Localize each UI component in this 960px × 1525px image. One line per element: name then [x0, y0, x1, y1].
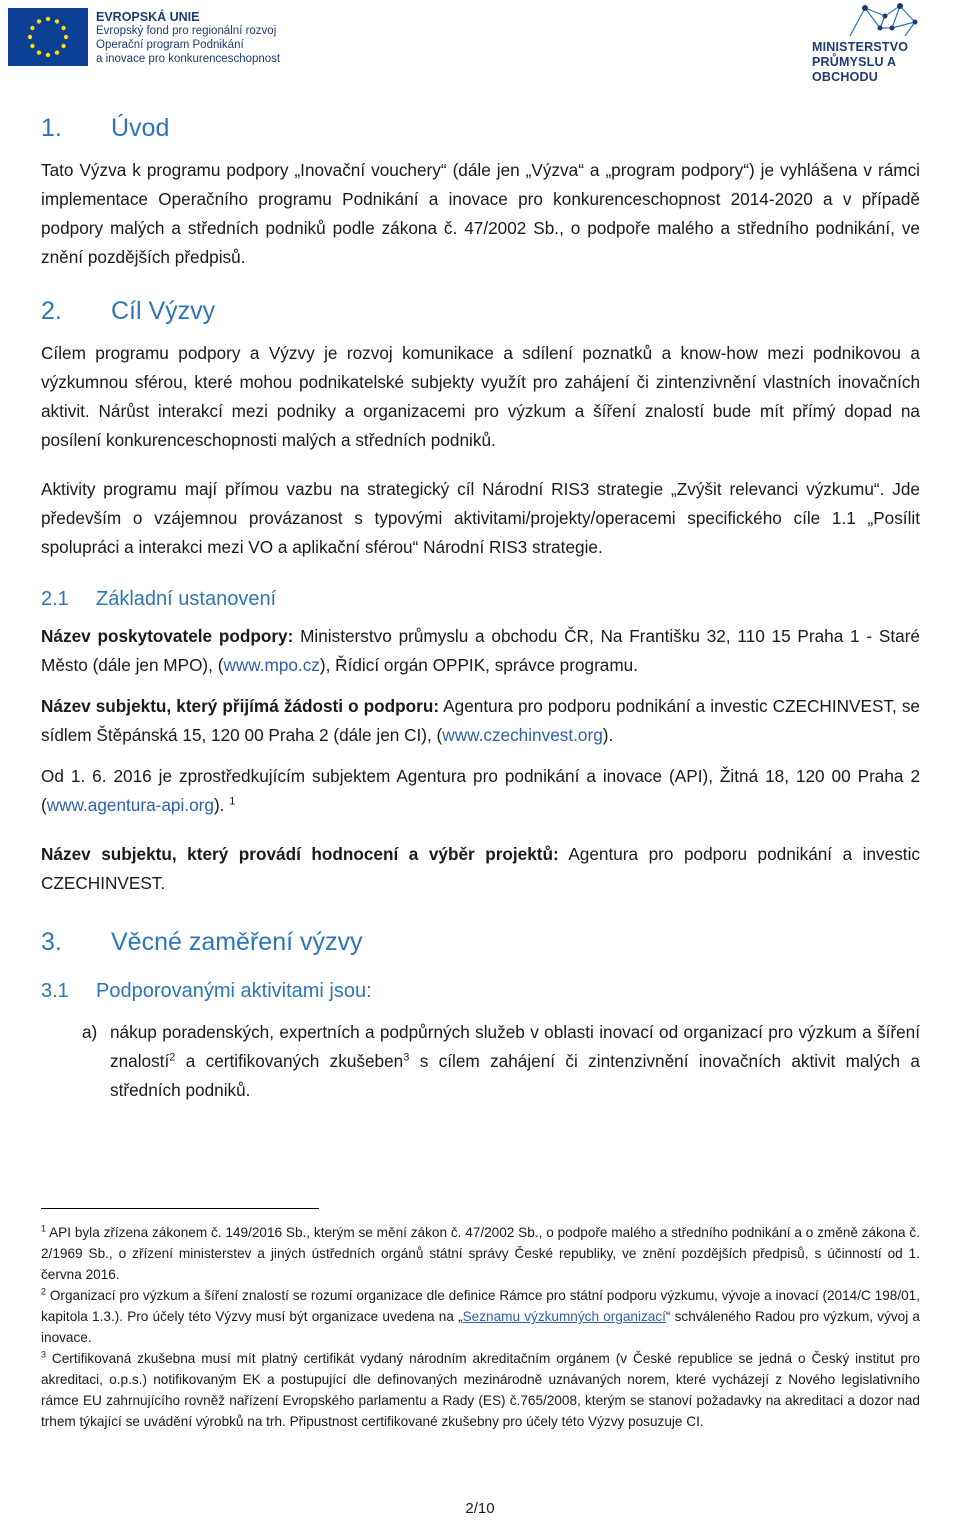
- footnote-3-text: Certifikovaná zkušebna musí mít platný certifikát vydaný národním akreditačním orgánem (v České republice se jedná o Český institut pro akreditaci, o.p.s.) notifikovaným EK a postupující dle definovaných mezinárodně uznávaných norem, které vycházejí z Nového legislativního rámce EU zahrnujícího rovněž nařízení Evropského parlamentu a Rady (ES) č.765/2008, kterým se stanoví požadavky na akreditaci a dozor nad trhem týkající se uvádění výrobků na trh. Připustnost certifikované zkušebny pro účely této Výzvy posuzuje CI.: [41, 1351, 920, 1429]
- section-3-heading: [41, 924, 920, 960]
- section-2-1-title: Základní ustanovení: [96, 588, 277, 610]
- section-2-1-heading: [41, 584, 920, 614]
- footnote-ref-1: 1: [229, 795, 236, 808]
- item-a-part-1: nákup poradenských, expertních a podpůrných služeb v oblasti inovací od organizací pro výzkum a šíření znalostí: [110, 1022, 920, 1071]
- evaluator-paragraph: [41, 840, 920, 898]
- eu-star-icon: [61, 44, 65, 48]
- footnote-ref-3: 3: [403, 1051, 410, 1064]
- page-number: 2/10: [465, 1500, 495, 1517]
- eu-star-icon: [30, 26, 34, 30]
- eu-star-icon: [64, 35, 68, 39]
- receiver-text: Agentura pro podporu podnikání a investic CZECHINVEST, se sídlem Štěpánská 15, 120 00 Praha 2 (dále jen CI), (: [41, 696, 920, 745]
- section-2-paragraph-1: Cílem programu podpory a Výzvy je rozvoj komunikace a sdílení poznatků a know-how mezi podnikovou a výzkumnou sférou, které mohou podnikatelské subjekty využít pro zahájení či zintenzivnění vlastních inovačních aktivit. Nárůst interakcí mezi podniky a organizacemi pro výzkum a šíření znalostí bude mít přímý dopad na posílení konkurenceschopnosti malých a středních podniků.: [41, 343, 920, 450]
- mpo-line-1: MINISTERSTVO: [812, 40, 909, 54]
- list-item: [82, 1018, 920, 1105]
- eu-line-3: Operační program Podnikání: [96, 39, 244, 51]
- evaluator-label: Název subjektu, který provádí hodnocení a výběr projektů:: [41, 844, 559, 864]
- receiver-paragraph: [41, 692, 920, 750]
- provider-paragraph: [41, 622, 920, 680]
- eu-flag-logo: [8, 8, 88, 66]
- footnote-ref-2: 2: [169, 1051, 176, 1064]
- footnote-2: [41, 1285, 920, 1348]
- section-1-number: 1.: [41, 114, 62, 142]
- section-3-number: 3.: [41, 928, 62, 956]
- eu-fund-text: [96, 10, 346, 66]
- footnotes: [41, 1222, 920, 1432]
- mpo-link[interactable]: www.mpo.cz: [223, 655, 320, 675]
- czechinvest-link[interactable]: www.czechinvest.org: [442, 725, 603, 745]
- main-content: [41, 110, 920, 1105]
- list-item-text: [110, 1018, 920, 1105]
- section-2-title: Cíl Výzvy: [111, 297, 216, 325]
- eu-line-4: a inovace pro konkurenceschopnost: [96, 53, 281, 65]
- api-tail: ).: [213, 795, 225, 815]
- eu-star-icon: [37, 50, 41, 54]
- evaluator-text: Agentura pro podporu podnikání a investic CZECHINVEST.: [41, 844, 920, 893]
- provider-tail: ), Řídicí orgán OPPIK, správce programu.: [319, 655, 639, 675]
- item-a-part-3: s cílem zahájení či zintenzivnění inovačních aktivit malých a středních podniků.: [110, 1051, 920, 1100]
- provider-label: Název poskytovatele podpory:: [41, 626, 294, 646]
- research-org-list-link[interactable]: Seznamu výzkumných organizací: [462, 1309, 666, 1324]
- footnote-1: [41, 1222, 920, 1285]
- footnote-1-text: API byla zřízena zákonem č. 149/2016 Sb., kterým se mění zákon č. 47/2002 Sb., o podpoře malého a středního podnikání a o změně zákona č. 2/1969 Sb., o zřízení ministerstev a jiných ústředních orgánů státní správy České republiky, ve znění pozdějších předpisů, s účinností od 1. června 2016.: [41, 1225, 920, 1282]
- api-text: Od 1. 6. 2016 je zprostředkujícím subjektem Agentura pro podnikání a inovace (API), Žitná 18, 120 00 Praha 2 (: [41, 766, 920, 815]
- mpo-logo-text: [812, 40, 960, 85]
- eu-star-icon: [28, 35, 32, 39]
- mpo-line-2: PRŮMYSLU A OBCHODU: [812, 55, 896, 84]
- section-1-paragraph: Tato Výzva k programu podpory „Inovační vouchery“ (dále jen „Výzva“ a „program podpory“) je vyhlášena v rámci implementace Operačního programu Podnikání a inovace pro konkurenceschopnost 2014-2020 a v případě podpory malých a středních podniků podle zákona č. 47/2002 Sb., o podpoře malého a středního podnikání, ve znění pozdějších předpisů.: [41, 160, 920, 267]
- eu-star-icon: [30, 44, 34, 48]
- footnote-1-number: 1: [41, 1223, 47, 1234]
- footnote-3: [41, 1348, 920, 1432]
- api-link[interactable]: www.agentura-api.org: [46, 795, 214, 815]
- eu-star-icon: [55, 50, 59, 54]
- section-3-1-title: Podporovanými aktivitami jsou:: [96, 980, 372, 1002]
- provider-text: Ministerstvo průmyslu a obchodu ČR, Na Františku 32, 110 15 Praha 1 - Staré Město (dále jen MPO), (: [41, 626, 920, 675]
- eu-star-icon: [55, 19, 59, 23]
- section-2-paragraph-2: Aktivity programu mají přímou vazbu na strategický cíl Národní RIS3 strategie „Zvýšit relevanci výzkumu“. Jde především o vzájemnou provázanost s typovými aktivitami/projekty/operacemi specifického cíle 1.1 „Posílit spolupráci a interakci mezi VO a aplikační sférou“ Národní RIS3 strategie.: [41, 479, 920, 557]
- eu-line-1: EVROPSKÁ UNIE: [96, 10, 200, 24]
- section-2-1-number: 2.1: [41, 588, 69, 610]
- eu-star-icon: [37, 19, 41, 23]
- eu-line-2: Evropský fond pro regionální rozvoj: [96, 25, 277, 37]
- item-a-part-2: a certifikovaných zkušeben: [175, 1051, 404, 1071]
- section-2-number: 2.: [41, 297, 62, 325]
- footnote-2-text-a: Organizací pro výzkum a šíření znalostí se rozumí organizace dle definice Rámce pro státní podporu výzkumu, vývoje a inovací (2014/C 198/01, kapitola 1.3.). Pro účely této Výzvy musí být organizace uvedena na „: [41, 1288, 920, 1324]
- footnote-2-text-b: “ schváleného Radou pro výzkum, vývoj a inovace.: [41, 1309, 920, 1345]
- api-paragraph: [41, 762, 920, 820]
- eu-star-icon: [61, 26, 65, 30]
- section-3-title: Věcné zaměření výzvy: [111, 928, 363, 956]
- eu-star-icon: [46, 53, 50, 57]
- list-item-marker: a): [82, 1022, 98, 1042]
- section-3-1-number: 3.1: [41, 980, 69, 1002]
- section-1-heading: [41, 110, 920, 146]
- footnote-separator: [41, 1208, 319, 1209]
- receiver-tail: ).: [602, 725, 614, 745]
- receiver-label: Název subjektu, který přijímá žádosti o podporu:: [41, 696, 440, 716]
- eu-star-icon: [46, 17, 50, 21]
- section-2-heading: [41, 293, 920, 329]
- section-1-title: Úvod: [111, 114, 170, 142]
- page-header: [0, 0, 960, 84]
- footnote-3-number: 3: [41, 1349, 47, 1360]
- section-3-1-heading: [41, 976, 920, 1006]
- footnote-2-number: 2: [41, 1286, 47, 1297]
